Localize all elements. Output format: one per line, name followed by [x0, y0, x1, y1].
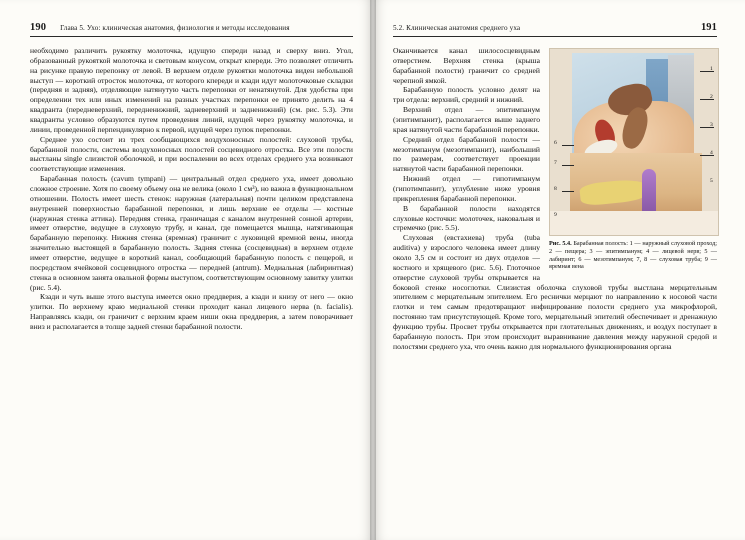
leader-line: [562, 165, 574, 166]
figure-tick-label: 3: [710, 122, 713, 128]
anatomy-art-shape-base: [550, 211, 718, 235]
figure-tick-label: 4: [710, 150, 713, 156]
left-folio: 190: [30, 22, 47, 33]
leader-line: [562, 145, 574, 146]
paragraph: Верхний отдел — эпитимпанум (эпитимпанит), располагается выше заднего края натянутой части барабанной перепонки.: [393, 105, 540, 134]
left-running-head-title: Глава 5. Ухо: клиническая анатомия, физиология и методы исследования: [60, 24, 290, 32]
right-folio: 191: [700, 22, 717, 33]
figure-tick-label: 7: [554, 160, 557, 166]
figure-caption-text: Барабанная полость: 1 — наружный слуховой проход; 2 — пещера; 3 — эпитимпанум; 4 — лицевой нерв; 5 — лабиринт; 6 — мезотимпанум; 7, 8 — слуховая труба; 9 — яремная вена: [549, 240, 717, 271]
paragraph: Барабанную полость условно делят на три отдела: верхний, средний и нижний.: [393, 85, 540, 105]
figure-tick-label: 8: [554, 186, 557, 192]
leader-line: [562, 191, 574, 192]
figure-image: [549, 48, 719, 236]
figure-caption: [549, 240, 717, 271]
paragraph: Кзади и чуть выше этого выступа имеется окно преддверия, а кзади и книзу от него — окно улитки. По верхнему краю медиальной стенки проходит канал лицевого нерва (n. facialis). Направляясь кзади, он граничит с верхним краем ниши окна преддверия, а затем поворачивает вниз и располагается в толще задней стенки барабанной полости.: [30, 292, 353, 332]
right-running-head: [393, 22, 717, 37]
left-body-text: [30, 46, 353, 332]
paragraph: Среднее ухо состоит из трех сообщающихся воздухоносных полостей: слуховой трубы, барабанной полости, системы воздухоносных полостей сосцевидного отростка. Все эти полости выстланы single слизистой оболочкой, и при воспалении во всех отделах среднего уха возникают соответствующие изменения.: [30, 134, 353, 174]
figure-tick-label: 2: [710, 94, 713, 100]
paragraph: Оканчивается канал шилососцевидным отверстием. Верхняя стенка (крыша барабанной полости) граничит со средней черепной ямкой.: [393, 46, 540, 85]
paragraph: Средний отдел барабанной полости — мезотимпанум (мезотимпанит), наибольший по размерам, соответствует проекции натянутой части барабанной перепонки.: [393, 134, 540, 174]
figure-tick-label: 6: [554, 140, 557, 146]
figure-5-4: [549, 48, 717, 271]
left-running-head: [30, 22, 353, 37]
paragraph: Нижний отдел — гипотимпанум (гипотимпанит), углубление ниже уровня прикрепления барабанной перепонки.: [393, 174, 540, 203]
right-running-head-title: 5.2. Клиническая анатомия среднего уха: [393, 24, 521, 32]
figure-tick-label: 1: [710, 66, 713, 72]
figure-caption-label: Рис. 5.4.: [549, 240, 572, 247]
figure-tick-label: 5: [710, 178, 713, 184]
paragraph: Барабанная полость (cavum tympani) — центральный отдел среднего уха, имеет довольно сложное строение. Хотя по своему объему она не велика (около 1 см³), но важна в функциональном отношении. Полость имеет шесть стенок: наружная (латеральная) почти целиком представлена внутренней поверхностью барабанной перепонки, и лишь верхние ее отделы — костные (наружная стенка аттика). Передняя стенка, граничащая с каналом внутренней сонной артерии, имеет отверстие, ведущее в слуховую трубу, и канал, где помещается мышца, натягивающая барабанную перепонку. Нижняя стенка (яремная) граничит с луковицей яремной вены, иногда значительно выстоящей в барабанную полость. Задняя стенка (сосцевидная) в верхнем отделе имеет отверстие, ведущее в короткий канал, сообщающий барабанную полость с пещерой, и посредством ячейковой сосцевидного отростка — передней (antrum). Медиальная (лабиринтная) стенка в основном занята овальной формы выступом, соответствующим основному завитку улитки (рис. 5.4).: [30, 174, 353, 292]
right-page: [373, 0, 745, 540]
figure-tick-label: 9: [554, 212, 557, 218]
paragraph: необходимо различить рукоятку молоточка, идущую спереди назад и сверху вниз. Угол, образованный рукояткой молоточка и световым конусом, открыт кпереди. Это позволяет отличить на рисунке правую перепонку от левой. В верхнем отделе рукоятки молоточка виден небольшой выступ — короткий отросток молоточка, от которого кпереди и кзади идут молоточковые складки (передняя и задняя), отделяющие натянутую часть перепонки от ненатянутой. Для удобства при определении тех или иных изменений на разных участках перепонки ее принято делить на 4 квадранта (передневерхний, передненижний, задневерхний и задненижний) (см. рис. 5.3). Эти квадранты условно образуются путем проведения линий, идущей через рукоятку молоточка, и линии, проведенной перпендикулярно к первой, идущей через пупок перепонки.: [30, 46, 353, 134]
paragraph: Слуховая (евстахиева) труба (tuba auditiva) у взрослого человека имеет длину около 3,5 см и состоит из двух отделов — костного и хрящевого (рис. 5.6). Глоточное отверстие слуховой трубы открывается на боковой стенке носоглотки. Слизистая оболочка слуховой трубы выстлана мерцательным эпителием с мерцательным эпителием. Его реснички мерцают по направлению к носовой части глотки и тем самым предотвращают инфицирование полости среднего уха микрофлорой, постоянно там присутствующей. Кроме того, мерцательный эпителий обеспечивает и дренажную функцию трубы. Просвет трубы открывается при глотательных движениях, и воздух поступает в барабанную полость. При этом происходит выравнивание давления между наружной средой и полостями среднего уха, что очень важно для нормального функционирования органа: [393, 233, 717, 351]
paragraph: В барабанной полости находятся слуховые косточки: молоточек, наковальня и стремечко (рис. 5.5).: [393, 203, 540, 233]
